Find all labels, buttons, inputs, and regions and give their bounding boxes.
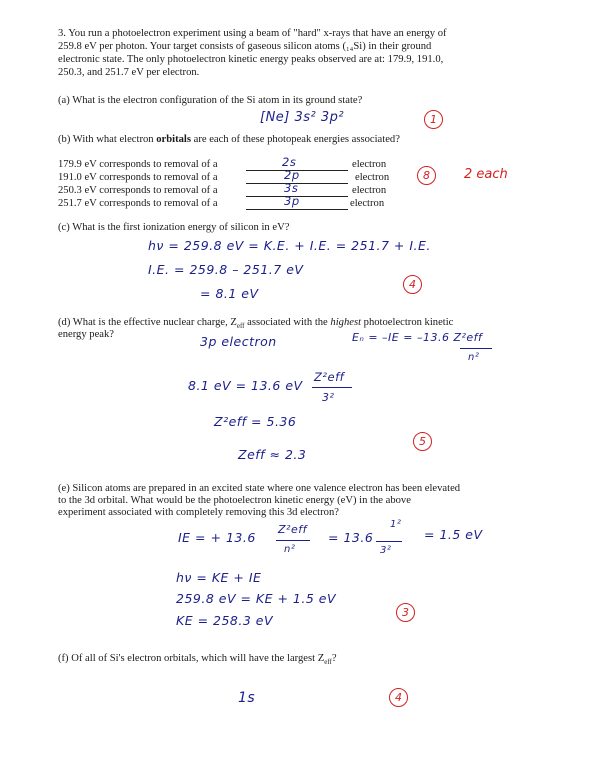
part-d-energy-den: n² (468, 352, 480, 363)
part-d-question-line-2: energy peak? (58, 329, 114, 340)
part-b-row-label: 251.7 eV corresponds to removal of a (58, 198, 218, 209)
problem-intro-line-3: electronic state. The only photoelectron kinetic energy peaks observed are at: 179.9, 191.0, (58, 54, 444, 65)
part-b-note: 2 each (464, 167, 508, 182)
part-e-ie-mid-den: 3² (380, 545, 392, 556)
part-b-row-suffix: electron (352, 185, 387, 196)
part-e-ie-frac-bar (276, 540, 310, 541)
part-d-eq1-frac-bar (312, 387, 352, 388)
part-b-score: 8 (417, 166, 436, 185)
part-d-question-suffix: photoelectron kinetic (361, 317, 454, 328)
part-b-row-suffix: electron (350, 198, 385, 209)
part-b-row-label: 191.0 eV corresponds to removal of a (58, 172, 218, 183)
part-e-work-line-3: 259.8 eV = KE + 1.5 eV (176, 591, 337, 606)
part-d-eq2: Z²eff = 5.36 (214, 414, 297, 429)
part-e-question-line-3: experiment associated with completely removing this 3d electron? (58, 507, 339, 518)
part-f-question-sub: eff (324, 658, 332, 667)
problem-intro-line-2: 259.8 eV per photon. Your target consists of gaseous silicon atoms (₁₄Si) in their ground (58, 41, 432, 52)
part-c-question: (c) What is the first ionization energy of silicon in eV? (58, 222, 290, 233)
part-e-score: 3 (396, 603, 415, 622)
part-d-eq3: Zeff ≈ 2.3 (238, 447, 307, 462)
part-b-row-answer: 2s (282, 155, 297, 169)
part-b-question-bold: orbitals (156, 134, 191, 145)
part-e-ie-mid: = 13.6 (328, 530, 374, 545)
problem-intro-line-1: 3. You run a photoelectron experiment using a beam of "hard" x-rays that have an energy of (58, 28, 447, 39)
part-c-work-line-2: I.E. = 259.8 – 251.7 eV (148, 262, 304, 277)
part-e-question-line-2: to the 3d orbital. What would be the photoelectron kinetic energy (eV) in the above (58, 495, 411, 506)
part-d-energy-frac-bar (460, 348, 492, 349)
part-e-ie-left: IE = + 13.6 (178, 530, 256, 545)
part-c-work-line-3: = 8.1 eV (200, 286, 259, 301)
part-e-work-line-2: hν = KE + IE (176, 570, 262, 585)
part-e-ie-result: = 1.5 eV (424, 527, 483, 542)
part-e-ie-mid-frac-bar (376, 541, 402, 542)
part-d-eq1-den: 3² (322, 391, 335, 404)
part-c-score: 4 (403, 275, 422, 294)
part-b-row-answer: 2p (284, 168, 300, 182)
part-e-ie-mid-num: 1² (390, 519, 402, 530)
part-d-energy-eq: Eₙ = –IE = –13.6 Z²eff (352, 331, 483, 344)
part-b-question (58, 134, 400, 147)
part-e-ie-num: Z²eff (278, 523, 307, 536)
part-d-question-sub: eff (236, 322, 245, 331)
part-d-score: 5 (413, 432, 432, 451)
part-f-question-suffix: ? (331, 653, 337, 664)
part-b-row-suffix: electron (355, 172, 390, 183)
problem-intro-line-4: 250.3, and 251.7 eV per electron. (58, 67, 200, 78)
part-d-question-mid: associated with the (244, 317, 331, 328)
part-d-question-italic: highest (330, 317, 362, 328)
part-d-eq1-left: 8.1 eV = 13.6 eV (188, 378, 303, 393)
part-a-question: (a) What is the electron configuration of the Si atom in its ground state? (58, 95, 363, 106)
part-d-electron: 3p electron (200, 334, 277, 349)
part-a-score: 1 (424, 110, 443, 129)
part-a-answer: [Ne] 3s² 3p² (260, 110, 345, 125)
part-f-answer: 1s (238, 690, 256, 706)
part-b-question-prefix: (b) With what electron (58, 134, 157, 145)
part-f-question-prefix: (f) Of all of Si's electron orbitals, which will have the largest Z (58, 653, 325, 664)
part-d-eq1-num: Z²eff (314, 370, 345, 384)
part-b-question-suffix: are each of these photopeak energies associated? (190, 134, 400, 145)
part-b-row-label: 179.9 eV corresponds to removal of a (58, 159, 218, 170)
part-b-row-suffix: electron (352, 159, 387, 170)
part-c-work-line-1: hν = 259.8 eV = K.E. + I.E. = 251.7 + I.E. (148, 238, 431, 253)
part-f-score: 4 (389, 688, 408, 707)
part-f-question (58, 653, 337, 669)
part-b-row-answer: 3p (284, 194, 300, 208)
part-d-question-prefix: (d) What is the effective nuclear charge, Z (58, 317, 237, 328)
part-b-row-label: 250.3 eV corresponds to removal of a (58, 185, 218, 196)
part-e-work-line-4: KE = 258.3 eV (176, 613, 274, 628)
part-e-ie-den: n² (284, 544, 296, 555)
part-b-row-answer: 3s (284, 181, 299, 195)
part-e-question-line-1: (e) Silicon atoms are prepared in an excited state where one valence electron has been elevated (58, 483, 461, 494)
